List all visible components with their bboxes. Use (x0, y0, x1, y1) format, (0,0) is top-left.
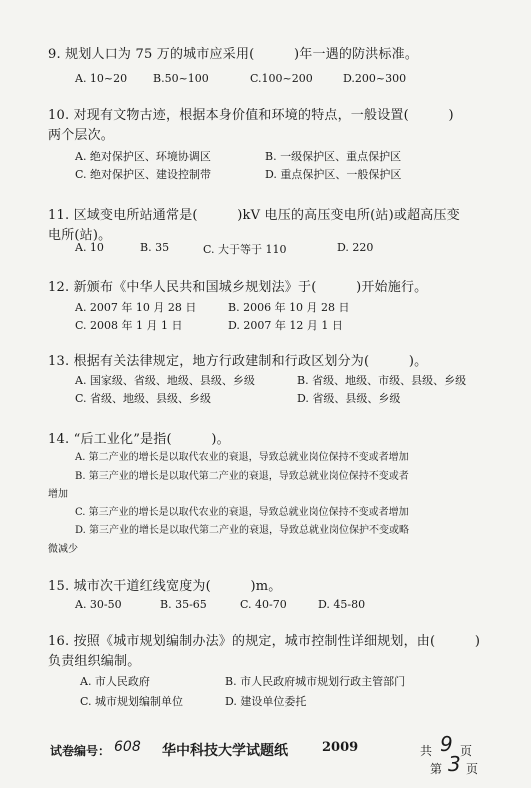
option-d: D. 45-80 (318, 598, 366, 611)
question-stem: 12. 新颁布《中华人民共和国城乡规划法》于( )开始施行。 (48, 280, 428, 295)
current-page-value: 3 (448, 752, 461, 776)
total-pages-prefix: 共 (420, 744, 433, 758)
option-a: A. 2007 年 10 月 28 日 (75, 301, 197, 314)
option-c: C. 40-70 (240, 598, 287, 611)
option-c: C. 大于等于 110 (203, 243, 287, 256)
option-b: B. 市人民政府城市规划行政主管部门 (225, 675, 406, 688)
question-stem: 11. 区域变电所站通常是( )kV 电压的高压变电所(站)或超高压变 (48, 208, 460, 223)
footer-title: 华中科技大学试题纸 (162, 743, 288, 759)
option-b: B. 2006 年 10 月 28 日 (228, 301, 350, 314)
option-a: A. 10 (75, 241, 104, 254)
option-a: A. 国家级、省级、地级、县级、乡级 (75, 374, 255, 387)
total-pages-suffix: 页 (460, 744, 473, 758)
option-b: B. 35-65 (160, 598, 207, 611)
option-d-continued: 微减少 (48, 544, 78, 555)
question-stem-continued: 负责组织编制。 (48, 654, 141, 669)
option-d: D. 第三产业的增长是以取代第二产业的衰退，导致总就业岗位保护不变或略 (75, 525, 410, 536)
exam-code-value: 608 (114, 739, 141, 755)
footer-year: 2009 (322, 740, 359, 755)
option-d: D. 2007 年 12 月 1 日 (228, 319, 343, 332)
option-a: A. 绝对保护区、环境协调区 (75, 150, 211, 163)
question-stem: 16. 按照《城市规划编制办法》的规定，城市控制性详细规划，由( ) (48, 634, 481, 649)
current-page-suffix: 页 (466, 762, 479, 776)
option-d: D. 重点保护区、一般保护区 (265, 168, 402, 181)
question-stem: 10. 对现有文物古迹，根据本身价值和环境的特点，一般设置( ) (48, 108, 454, 123)
option-b: B. 35 (140, 241, 170, 254)
option-b: B. 一级保护区、重点保护区 (265, 150, 402, 163)
option-c: C. 2008 年 1 月 1 日 (75, 319, 183, 332)
option-c: C. 省级、地级、县级、乡级 (75, 392, 212, 405)
option-d: D.200~300 (343, 72, 407, 85)
total-pages-value: 9 (440, 732, 453, 756)
question-stem: 13. 根据有关法律规定，地方行政建制和行政区划分为( )。 (48, 354, 428, 369)
option-b-continued: 增加 (48, 489, 68, 500)
exam-code-label: 试卷编号： (50, 744, 111, 758)
option-b: B. 省级、地级、市级、县级、乡级 (297, 374, 467, 387)
option-d: D. 220 (337, 241, 374, 254)
question-stem: 15. 城市次干道红线宽度为( )m。 (48, 579, 282, 594)
question-stem: 14. “后工业化”是指( )。 (48, 432, 230, 447)
page-footer (0, 732, 531, 786)
question-stem-continued: 电所(站)。 (48, 228, 112, 243)
option-b: B. 第三产业的增长是以取代第二产业的衰退，导致总就业岗位保持不变或者 (75, 471, 409, 482)
question-stem: 9. 规划人口为 75 万的城市应采用( )年一遇的防洪标准。 (48, 47, 419, 62)
option-c: C.100~200 (250, 72, 313, 85)
question-stem-continued: 两个层次。 (48, 128, 115, 143)
option-d: D. 省级、县级、乡级 (297, 392, 401, 405)
option-b: B.50~100 (153, 72, 209, 85)
current-page-prefix: 第 (430, 762, 443, 776)
option-d: D. 建设单位委托 (225, 695, 307, 708)
option-a: A. 10~20 (75, 72, 128, 85)
option-c: C. 第三产业的增长是以取代农业的衰退，导致总就业岗位保持不变或者增加 (75, 507, 409, 518)
option-a: A. 市人民政府 (80, 675, 150, 688)
option-a: A. 第二产业的增长是以取代农业的衰退，导致总就业岗位保持不变或者增加 (75, 452, 409, 463)
option-c: C. 城市规划编制单位 (80, 695, 184, 708)
option-c: C. 绝对保护区、建设控制带 (75, 168, 212, 181)
option-a: A. 30-50 (75, 598, 122, 611)
